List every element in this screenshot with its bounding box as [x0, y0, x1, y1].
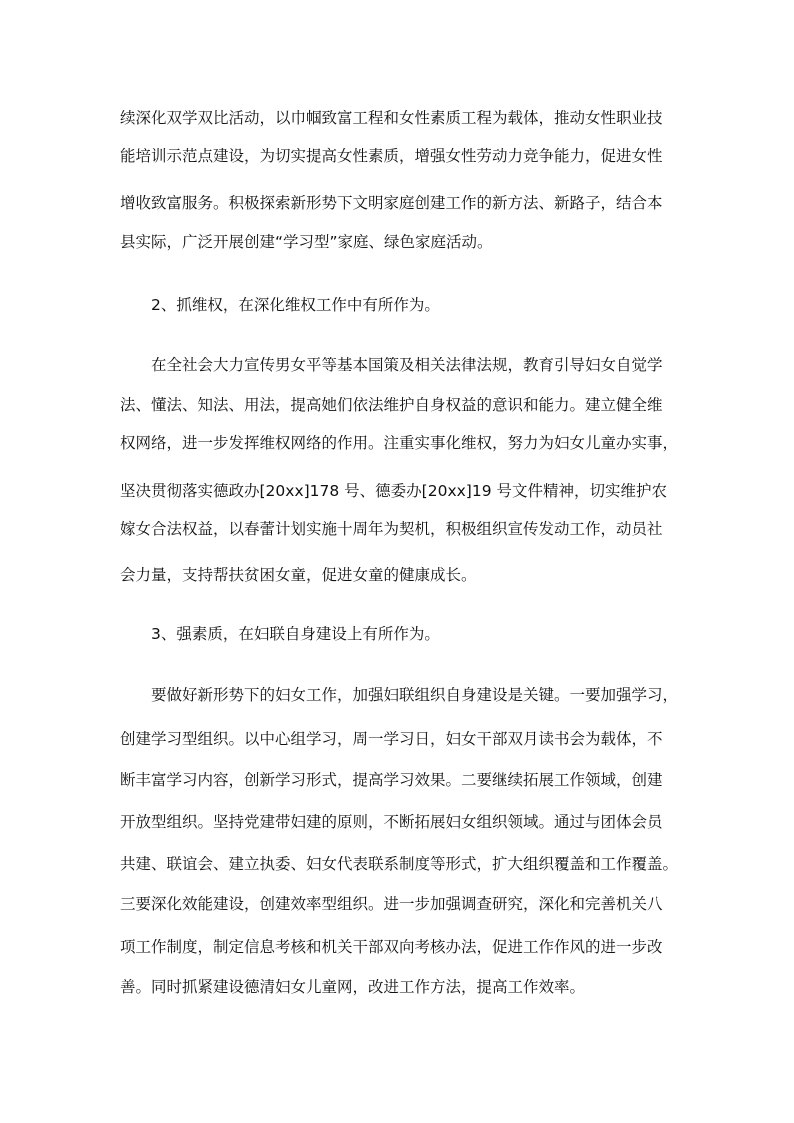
paragraph-1-line-2: 能培训示范点建设，为切实提高女性素质，增强女性劳动力竞争能力，促进女性 [120, 147, 663, 165]
paragraph-3-line-5: 嫁女合法权益，以春蕾计划实施十周年为契机，积极组织宣传发动工作，动员社 [120, 520, 663, 538]
paragraph-5-line-3: 断丰富学习内容，创新学习形式，提高学习效果。二要继续拓展工作领域，创建 [120, 771, 663, 789]
paragraph-5-line-5: 共建、联谊会、建立执委、妇女代表联系制度等形式，扩大组织覆盖和工作覆盖。 [120, 855, 679, 873]
paragraph-1-line-3: 增收致富服务。积极探索新形势下文明家庭创建工作的新方法、新路子，结合本 [120, 194, 663, 212]
paragraph-1-line-1: 续深化双学双比活动，以巾帼致富工程和女性素质工程为载体，推动女性职业技 [120, 109, 663, 127]
section-heading-3: 3、强素质，在妇联自身建设上有所作为。 [151, 625, 440, 643]
paragraph-5-line-1: 要做好新形势下的妇女工作，加强妇联组织自身建设是关键。一要加强学习， [151, 686, 679, 704]
paragraph-3-line-2: 法、懂法、知法、用法，提高她们依法维护自身权益的意识和能力。建立健全维 [120, 396, 663, 414]
paragraph-5-line-4: 开放型组织。坚持党建带妇建的原则，不断拓展妇女组织领域。通过与团体会员 [120, 813, 663, 831]
paragraph-5-line-8: 善。同时抓紧建设德清妇女儿童网，改进工作方法，提高工作效率。 [120, 978, 586, 996]
section-heading-2: 2、抓维权，在深化维权工作中有所作为。 [151, 296, 440, 314]
paragraph-3-line-1: 在全社会大力宣传男女平等基本国策及相关法律法规，教育引导妇女自觉学 [151, 356, 663, 374]
paragraph-3-line-6: 会力量，支持帮扶贫困女童，促进女童的健康成长。 [120, 566, 477, 584]
paragraph-3-line-3: 权网络，进一步发挥维权网络的作用。注重实事化维权，努力为妇女儿童办实事， [120, 434, 679, 452]
paragraph-1-line-4: 县实际，广泛开展创建“学习型”家庭、绿色家庭活动。 [120, 233, 493, 251]
paragraph-5-line-7: 项工作制度，制定信息考核和机关干部双向考核办法，促进工作作风的进一步改 [120, 938, 663, 956]
paragraph-5-line-6: 三要深化效能建设，创建效率型组织。进一步加强调查研究，深化和完善机关八 [120, 895, 663, 913]
paragraph-3-line-4: 坚决贯彻落实德政办[20xx]178 号、德委办[20xx]19 号文件精神，切实维护农 [120, 482, 667, 500]
paragraph-5-line-2: 创建学习型组织。以中心组学习，周一学习日，妇女干部双月读书会为载体，不 [120, 730, 663, 748]
